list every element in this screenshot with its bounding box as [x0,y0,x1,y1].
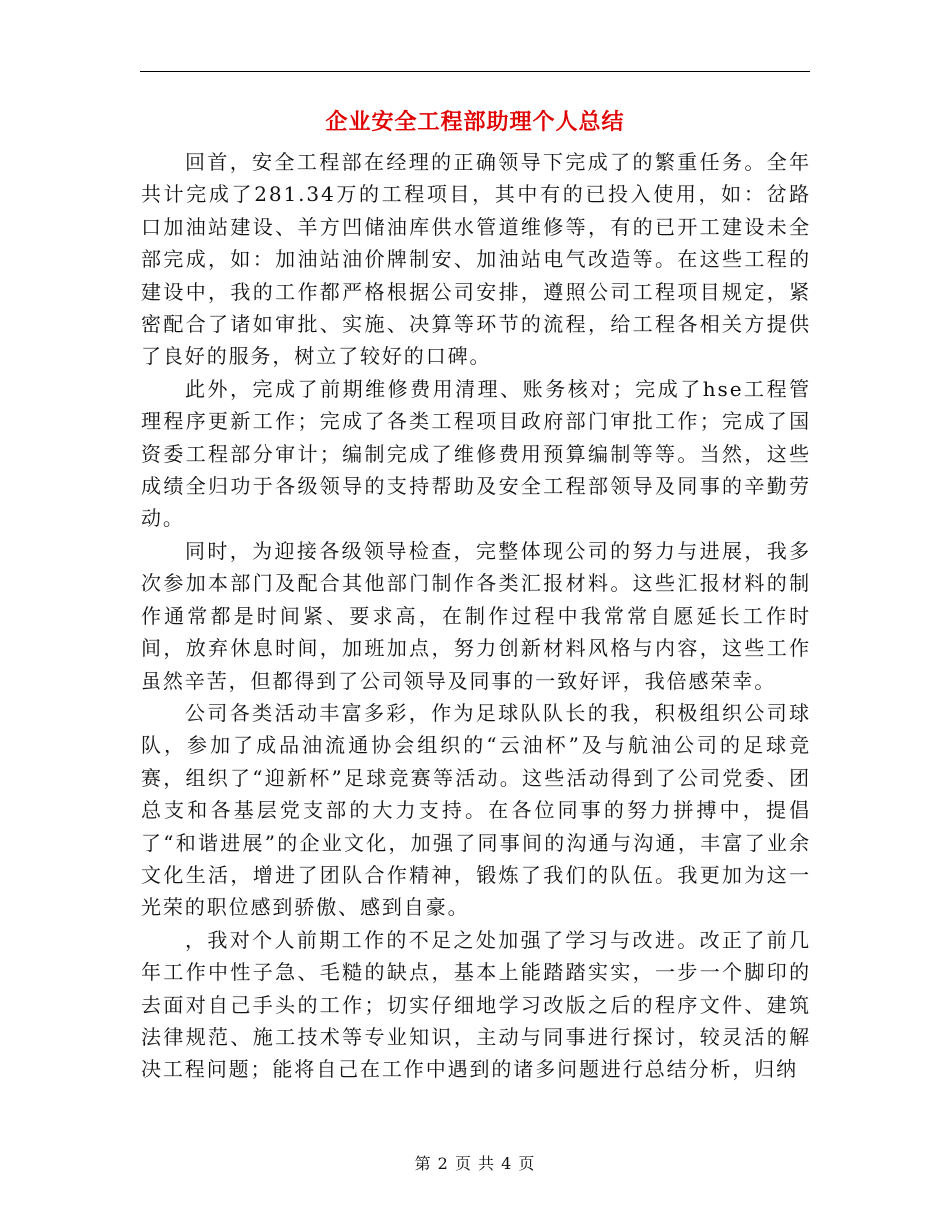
paragraph-1: 回首，安全工程部在经理的正确领导下完成了的繁重任务。全年共计完成了281.34万的工程项目，其中有的已投入使用，如：岔路口加油站建设、羊方凹储油库供水管道维修等，有的已开工建设未全部完成，如：加油站油价牌制安、加油站电气改造等。在这些工程的建设中，我的工作都严格根据公司安排，遵照公司工程项目规定，紧密配合了诸如审批、实施、决算等环节的流程，给工程各相关方提供了良好的服务，树立了较好的口碑。 [141,150,811,369]
footer-middle: 页 共 [454,1154,496,1173]
paragraph-2: 此外，完成了前期维修费用清理、账务核对；完成了hse工程管理程序更新工作；完成了各类工程项目政府部门审批工作；完成了国资委工程部分审计；编制完成了维修费用预算编制等等。当然，这些成绩全归功于各级领导的支持帮助及安全工程部领导及同事的辛勤劳动。 [141,376,811,531]
header-rule [140,71,810,72]
paragraph-5: ，我对个人前期工作的不足之处加强了学习与改进。改正了前几年工作中性子急、毛糙的缺点，基本上能踏踏实实，一步一个脚印的去面对自己手头的工作；切实仔细地学习改版之后的程序文件、建筑法律规范、施工技术等专业知识，主动与同事进行探讨，较灵活的解决工程问题；能将自己在工作中遇到的诸多问题进行总结分析，归纳 [141,927,811,1082]
paragraph-4: 公司各类活动丰富多彩，作为足球队队长的我，积极组织公司球队，参加了成品油流通协会组织的“云油杯”及与航油公司的足球竞赛，组织了“迎新杯”足球竞赛等活动。这些活动得到了公司党委、团总支和各基层党支部的大力支持。在各位同事的努力拼搏中，提倡了“和谐进展”的企业文化，加强了同事间的沟通与沟通，丰富了业余文化生活，增进了团队合作精神，锻炼了我们的队伍。我更加为这一光荣的职位感到骄傲、感到自豪。 [141,700,811,920]
document-title: 企业安全工程部助理个人总结 [325,109,625,135]
footer-suffix: 页 [518,1154,536,1173]
document-body [141,146,811,1086]
footer-current-page: 2 [437,1154,449,1173]
footer-total-pages: 4 [501,1154,513,1173]
paragraph-3: 同时，为迎接各级领导检查，完整体现公司的努力与进展，我多次参加本部门及配合其他部门制作各类汇报材料。这些汇报材料的制作通常都是时间紧、要求高，在制作过程中我常常自愿延长工作时间，放弃休息时间，加班加点，努力创新材料风格与内容，这些工作虽然辛苦，但都得到了公司领导及同事的一致好评，我倍感荣幸。 [141,538,811,693]
page-footer [0,1152,950,1176]
footer-prefix: 第 [414,1154,432,1173]
